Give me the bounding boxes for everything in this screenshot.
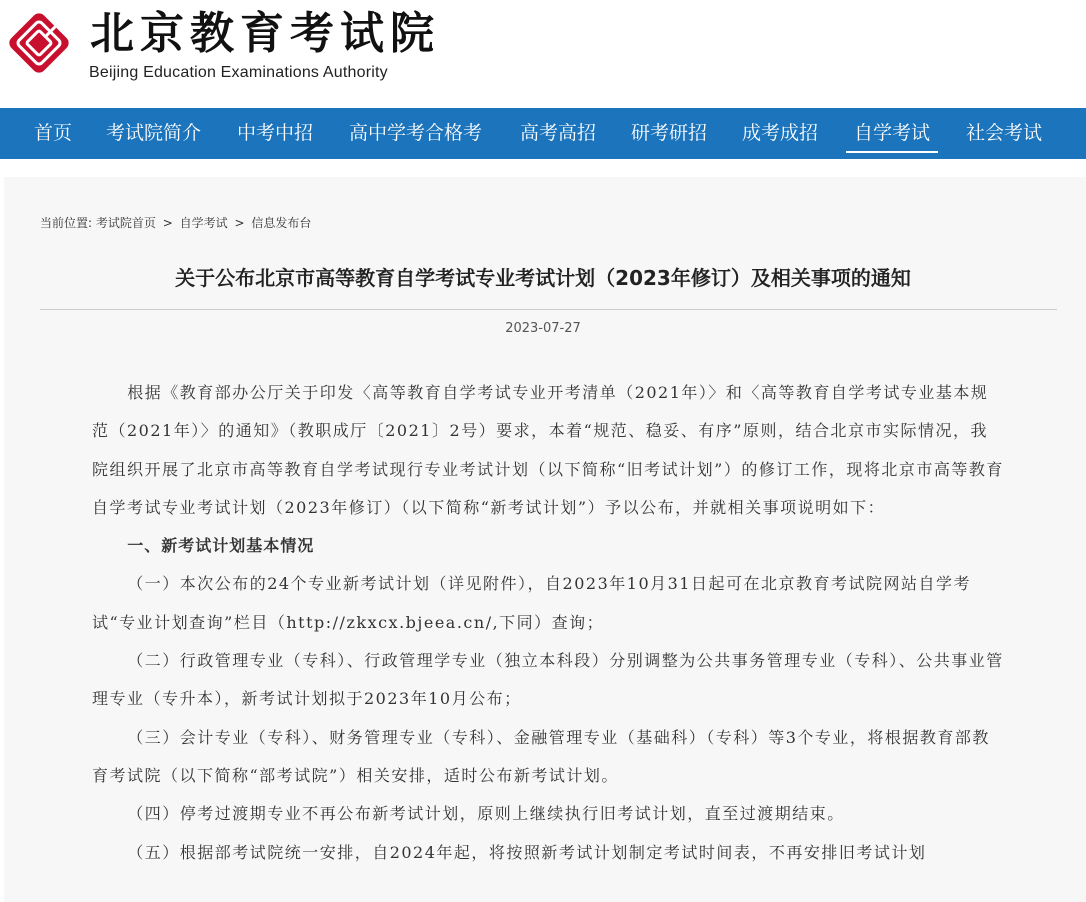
article-paragraph: （四）停考过渡期专业不再公布新考试计划，原则上继续执行旧考试计划，直至过渡期结束。 bbox=[127, 804, 845, 824]
site-name-cn[interactable]: 北京教育考试院 bbox=[90, 8, 440, 59]
breadcrumb-prefix: 当前位置: bbox=[40, 216, 93, 230]
article-paragraph: 根据《教育部办公厅关于印发〈高等教育自学考试专业开考清单（2021年）〉和〈高等教育自学考试专业基本规范（2021年）〉的通知》（教职成厅〔2021〕2号）要求，本着“规范、稳妥、有序”原则，结合北京市实际情况，我院组织开展了北京市高等教育自学考试现行专业考试计划（以下简称“旧考试计划”）的修订工作，现将北京市高等教育自学考试专业考试计划（2023年修订）（以下简称“新考试计划”）予以公布，并就相关事项说明如下： bbox=[92, 383, 1004, 517]
title-divider bbox=[40, 309, 1057, 310]
breadcrumb-item-zixue[interactable]: 自学考试 bbox=[179, 216, 228, 230]
nav-item-shehui[interactable]: 社会考试 bbox=[966, 122, 1043, 144]
nav-item-yankao[interactable]: 研考研招 bbox=[631, 122, 708, 144]
article-title: 关于公布北京市高等教育自学考试专业考试计划（2023年修订）及相关事项的通知 bbox=[175, 266, 911, 290]
article-body bbox=[92, 374, 1004, 872]
article-paragraph: （三）会计专业（专科）、财务管理专业（专科）、金融管理专业（基础科）（专科）等3个专业，将根据教育部教育考试院（以下简称“部考试院”）相关安排，适时公布新考试计划。 bbox=[92, 727, 990, 785]
breadcrumb-item-home[interactable]: 考试院首页 bbox=[95, 216, 156, 230]
article-paragraph: （一）本次公布的24个专业新考试计划（详见附件），自2023年10月31日起可在北京教育考试院网站自学考试“专业计划查询”栏目（http://zkxcx.bjeea.cn/,下同）查询； bbox=[92, 574, 971, 632]
breadcrumb bbox=[40, 214, 311, 231]
nav-item-zixue[interactable]: 自学考试 bbox=[854, 108, 930, 159]
article-paragraph: （二）行政管理专业（专科）、行政管理学专业（独立本科段）分别调整为公共事务管理专业（专科）、公共事业管理专业（专升本），新考试计划拟于2023年10月公布； bbox=[92, 651, 1004, 709]
site-name-en[interactable]: Beijing Education Examinations Authority bbox=[89, 64, 388, 81]
breadcrumb-separator: > bbox=[162, 216, 173, 230]
article-date: 2023-07-27 bbox=[505, 321, 581, 336]
nav-item-chengkao[interactable]: 成考成招 bbox=[742, 122, 819, 144]
authority-logo-icon[interactable] bbox=[4, 8, 74, 78]
section-heading: 一、新考试计划基本情况 bbox=[127, 536, 315, 556]
nav-item-xuekao[interactable]: 高中学考合格考 bbox=[349, 122, 483, 144]
breadcrumb-item-info[interactable]: 信息发布台 bbox=[251, 216, 312, 230]
breadcrumb-separator: > bbox=[234, 216, 245, 230]
article-paragraph: （五）根据部考试院统一安排，自2024年起，将按照新考试计划制定考试时间表，不再安排旧考试计划 bbox=[127, 842, 927, 862]
main-nav bbox=[0, 108, 1086, 159]
nav-item-about[interactable]: 考试院简介 bbox=[106, 122, 202, 144]
site-header bbox=[0, 0, 1086, 108]
nav-item-home[interactable]: 首页 bbox=[34, 122, 73, 144]
nav-item-zhongkao[interactable]: 中考中招 bbox=[237, 122, 314, 144]
nav-item-gaokao[interactable]: 高考高招 bbox=[520, 122, 597, 144]
